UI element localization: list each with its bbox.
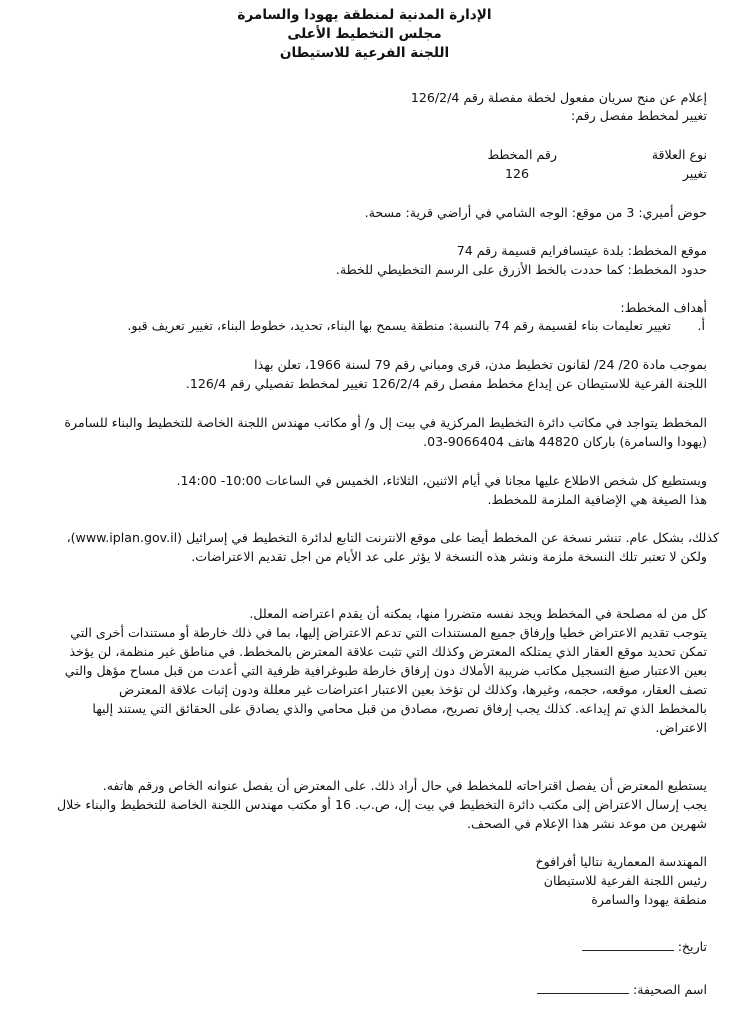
objections-line-5: تصف العقار، موقعه، حجمه، وغيرها، وكذلك لن تؤخذ بعين الاعتبار اعتراضات غير معللة ودون إثبات علاقة المعترض bbox=[119, 682, 707, 697]
plan-number-value: 126 bbox=[504, 166, 529, 181]
goal-item-number: أ. bbox=[697, 318, 705, 333]
plan-boundaries: حدود المخطط: كما حددت بالخط الأزرق على الرسم التخطيطي للخطة. bbox=[335, 262, 707, 277]
goals-title: أهداف المخطط: bbox=[620, 300, 707, 315]
relation-type-value: تغيير bbox=[682, 166, 707, 181]
hours-line-1: ويستطيع كل شخص الاطلاع عليها مجانا في أيام الاثنين، الثلاثاء، الخميس في الساعات 10:00- 14:00. bbox=[176, 473, 707, 488]
law-line-1: بموجب مادة 20/ 24/ لقانون تخطيط مدن، قرى ومباني رقم 79 لسنة 1966، تعلن بهذا bbox=[254, 357, 707, 372]
header-planning-council: مجلس التخطيط الأعلى bbox=[287, 26, 442, 42]
internet-line-1: كذلك، بشكل عام. تنشر نسخة عن المخطط أيضا على موقع الانترنت التابع لدائرة التخطيط في إسرائيل (www.iplan.gov.il)، bbox=[66, 530, 719, 545]
signature-name: المهندسة المعمارية نتاليا أفرافوخ bbox=[535, 854, 707, 869]
relation-type-header: نوع العلاقة bbox=[651, 147, 707, 162]
objections-line-6: بالمخطط الذي تم إيداعه. كذلك يجب إرفاق تصريح، مصادق من قبل محامي والذي يصادق على الحقائق التي يستند إليها bbox=[92, 701, 707, 716]
submission-line-1: يستطيع المعترض أن يفصل اقتراحاته للمخطط في حال أراد ذلك. على المعترض أن يفصل عنوانه الخاص ورقم هاتفه. bbox=[102, 778, 707, 793]
date-label: تاريخ: bbox=[677, 939, 707, 954]
objections-line-1: كل من له مصلحة في المخطط ويجد نفسه متضررا منها، يمكنه أن يقدم اعتراضه المعلل. bbox=[249, 606, 707, 621]
intro-subtitle: تغيير لمخطط مفصل رقم: bbox=[571, 108, 707, 123]
internet-line-2: ولكن لا تعتبر تلك النسخة ملزمة ونشر هذه النسخة لا يؤثر على عد الأيام من اجل تقديم الاعتراضات. bbox=[191, 549, 707, 564]
date-field bbox=[580, 937, 707, 956]
intro-title: إعلام عن منح سريان مفعول لخطة مفصلة رقم 126/2/4 bbox=[410, 90, 707, 105]
header-civil-administration: الإدارة المدنية لمنطقة يهودا والسامرة bbox=[237, 7, 492, 23]
goal-item-text: تغيير تعليمات بناء لقسيمة رقم 74 بالنسبة: منطقة يسمح بها البناء، تحديد، خطوط البناء، تغيير تعريف قبو. bbox=[127, 318, 671, 333]
plan-number-header: رقم المخطط bbox=[487, 147, 557, 162]
signature-region: منطقة يهودا والسامرة bbox=[591, 892, 707, 907]
hours-line-2: هذا الصيغة هي الإضافية الملزمة للمخطط. bbox=[487, 492, 707, 507]
newspaper-field bbox=[535, 980, 707, 999]
objections-line-3: تمكن تحديد موقع العقار الذي يمتلكه المعترض وكذلك التي تثبت علاقة المعترض بالمخطط. في مناطق غير منظمة، لن يؤخذ bbox=[69, 644, 707, 659]
objections-line-4: بعين الاعتبار صيغ التسجيل مكاتب ضريبة الأملاك دون إرفاق خارطة طبوغرافية ظرفية التي أعدت من قبل مساح مؤهل والتي bbox=[64, 663, 707, 678]
objections-line-2: يتوجب تقديم الاعتراض خطيا وإرفاق جميع المستندات التي تدعم الاعتراض إليها، بما في ذلك خارطة أو مستندات أخرى التي bbox=[70, 625, 707, 640]
law-line-2: اللجنة الفرعية للاستيطان عن إيداع مخطط مفصل رقم 126/2/4 تغيير لمخطط تفصيلي رقم 126/4. bbox=[185, 376, 707, 391]
newspaper-blank-line bbox=[537, 983, 629, 994]
date-blank-line bbox=[582, 940, 674, 951]
objections-line-7: الاعتراض. bbox=[655, 720, 707, 735]
header-subcommittee: اللجنة الفرعية للاستيطان bbox=[279, 45, 450, 61]
offices-line-2: (يهودا والسامرة) باركان 44820 هاتف 9066404-03. bbox=[423, 434, 707, 449]
newspaper-label: اسم الصحيفة: bbox=[633, 982, 707, 997]
signature-role: رئيس اللجنة الفرعية للاستيطان bbox=[543, 873, 707, 888]
basin-line: حوض أميري: 3 من موقع: الوجه الشامي في أراضي قرية: مسحة. bbox=[364, 205, 707, 220]
submission-line-2: يجب إرسال الاعتراض إلى مكتب دائرة التخطيط في بيت إل، ص.ب. 16 أو مكتب مهندس اللجنة الخاصة للتخطيط والبناء خلال bbox=[56, 797, 707, 812]
plan-location: موقع المخطط: بلدة عيتسافرايم قسيمة رقم 74 bbox=[456, 243, 707, 258]
submission-line-3: شهرين من موعد نشر هذا الإعلام في الصحف. bbox=[466, 816, 707, 831]
offices-line-1: المخطط يتواجد في مكاتب دائرة التخطيط المركزية في بيت إل و/ أو مكاتب مهندس اللجنة الخاصة للتخطيط والبناء للسامرة bbox=[64, 415, 707, 430]
